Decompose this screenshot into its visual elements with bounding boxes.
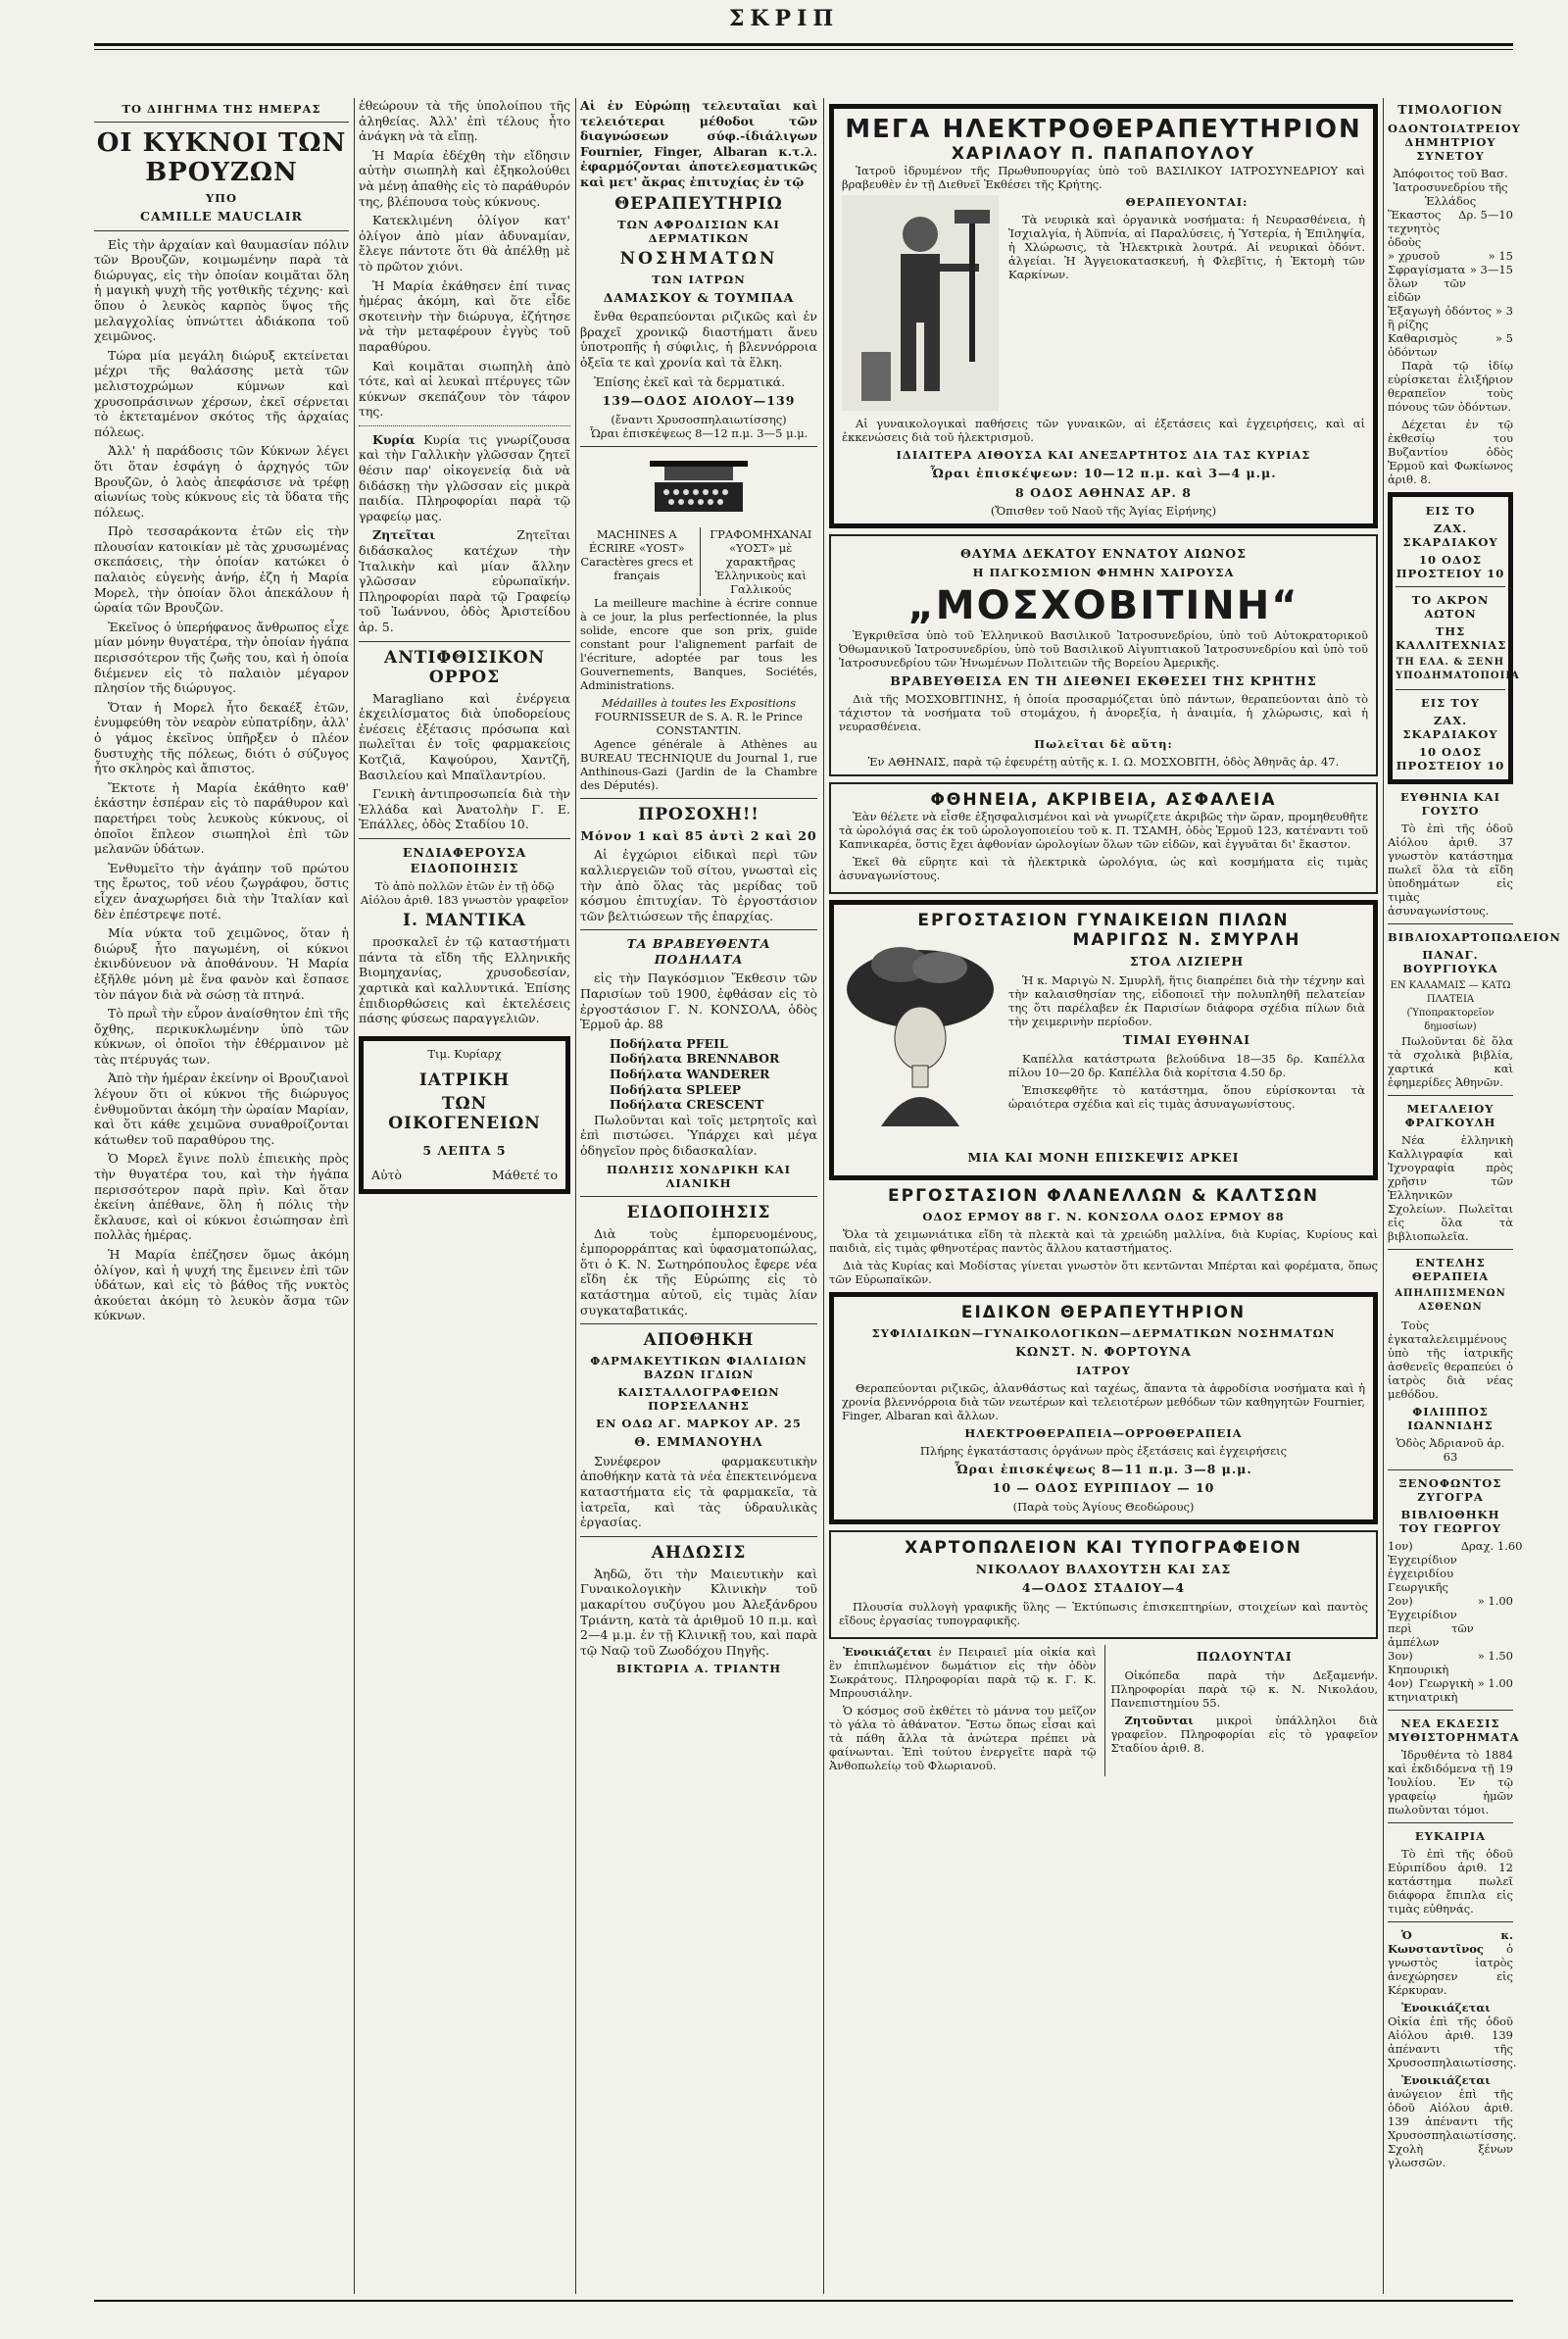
shop-top: ΕΙΣ ΤΟ — [1425, 503, 1476, 518]
shop-name: ΖΑΧ. ΣΚΑΡΔΙΑΚΟΥ — [1402, 521, 1498, 549]
price-value: » 3 — [1494, 303, 1513, 318]
brand-item: Ποδήλατα SPLEEP — [610, 1081, 742, 1097]
ad-title: ΑΗΔΩΣΙΣ — [651, 1542, 747, 1563]
ad-name: ΚΩΝΣΤ. Ν. ΦΟΡΤΟΥΝΑ — [1015, 1343, 1192, 1359]
ad-subtitle: ΚΑΙΣΤΑΛΛΟΓΡΑΦΕΙΩΝ ΠΟΡΣΕΛΑΝΗΣ — [617, 1385, 780, 1414]
notice — [359, 432, 570, 524]
price-row — [1388, 208, 1513, 249]
small-ad-text: Ὁ κόσμος σοῦ ἐκθέτει τὸ μάννα του μεῖζον τὸ γάλα τὸ ἀθάνατον. — [829, 1703, 1097, 1731]
price-intro: Ἀπόφοιτος τοῦ Βασ. Ἰατροσυνεδρίου τῆς Ἑλλάδος — [1393, 166, 1508, 208]
notice-text: Νέα ἑλληνικὴ Καλλιγραφία καὶ Ἰχνογραφία πρὸς χρῆσιν τῶν Ἑλληνικῶν Σχολείων. Πωλεῖται εἰς ὅλα τὰ βιβλιοπωλεῖα. — [1388, 1132, 1513, 1243]
ad-prize: ΒΡΑΒΕΥΘΕΙΣΑ ΕΝ ΤΗ ΔΙΕΘΝΕΙ ΕΚΘΕΣΕΙ ΤΗΣ ΚΡΗΤΗΣ — [890, 672, 1317, 688]
ad-name: Ι. ΜΑΝΤΙΚΑ — [403, 911, 526, 931]
ad-title: ΤΩΝ ΟΙΚΟΓΕΝΕΙΩΝ — [388, 1093, 541, 1133]
ad-box-iatriki — [359, 1036, 570, 1194]
ad-note: (ἔναντι Χρυσοσπηλαιωτίσσης) — [611, 412, 787, 426]
notice-note: (Ὑποπρακτορεῖον δημοσίων) — [1406, 1007, 1494, 1032]
column-divider — [1383, 98, 1384, 2294]
ad-title: ΜΕΓΑ ΗΛΕΚΤΡΟΘΕΡΑΠΕΥΤΗΡΙΟΝ — [845, 115, 1362, 144]
notice-sub: ΑΠΗΛΠΙΣΜΕΝΩΝ ΑΣΘΕΝΩΝ — [1395, 1287, 1506, 1313]
ad-title: ΕΙΔΙΚΟΝ ΘΕΡΑΠΕΥΤΗΡΙΟΝ — [960, 1302, 1247, 1322]
notice-text: Τὸ ἐπὶ τῆς ὁδοῦ Αἰόλου ἀριθ. 37 γνωστὸν κατάστημα πωλεῖ ὅλα τὰ εἴδη ὑποδημάτων εἰς τιμὰς ἀσυναγωνίστους. — [1388, 821, 1513, 918]
ad-footer: ΠΩΛΗΣΙΣ ΧΟΝΔΡΙΚΗ ΚΑΙ ΛΙΑΝΙΚΗ — [606, 1162, 792, 1190]
typewriter-ad-header — [580, 527, 817, 596]
story-paragraph: Ὁ Μορελ ἔγινε πολὺ ἐπιεικὴς πρὸς τὴν θυγατέρα του, καὶ τὴν ἠγάπα περισσότερον παρὰ πρὶν. Καὶ ὅταν ἐκείνη ἀπέθανε, ὅλη ἡ πόλις τὴν ἔκλαυσε, καὶ οἱ κύκνοι ἐσιώπησαν ἐπὶ πολλὰς ἡμέρας. — [94, 1151, 349, 1243]
notice-text: Κυρία τις γνωρίζουσα καὶ τὴν Γαλλικὴν γλῶσσαν ζητεῖ θέσιν παρ' οἰκογενείᾳ διὰ νὰ διδάσκῃ τὴν γλῶσσαν εἰς μικρὰ παιδία. Πληροφορίαι παρὰ τῷ γραφείῳ μας. — [359, 431, 570, 523]
book-price: » 1.00 — [1477, 1675, 1513, 1690]
ad-name: ΟΔΟΣ ΕΡΜΟΥ 88 Γ. Ν. ΚΟΝΣΟΛΑ ΟΔΟΣ ΕΡΜΟΥ 88 — [922, 1209, 1285, 1223]
small-ad-title: Ἐνοικιάζεται — [843, 1644, 932, 1659]
price-item: » χρυσοῦ — [1388, 248, 1441, 263]
ad-intro: Ἰατροῦ ἰδρυμένον τῆς Πρωθυπουργίας ὑπὸ τοῦ ΒΑΣΙΛΙΚΟΥ ΙΑΤΡΟΣΥΝΕΔΡΙΟΥ καὶ βραβευθὲν ἐν τῇ Διεθνεῖ Ἐκθέσει τῆς Κρήτης. — [842, 164, 1365, 191]
notice-name: ΠΑΝΑΓ. ΒΟΥΡΓΙΟΥΚΑ — [1402, 947, 1498, 975]
ad-title: ΕΡΓΟΣΤΑΣΙΟΝ ΓΥΝΑΙΚΕΙΩΝ ΠΙΛΩΝ — [917, 911, 1290, 931]
ad-title: „ΜΟΣΧΟΒΙΤΙΝΗ“ — [907, 582, 1299, 628]
price-item: Ἕκαστος τεχνητὸς ὀδοὺς — [1388, 207, 1442, 249]
ad-prices: Καπέλλα κατάστρωτα βελούδινα 18—35 δρ. Καπέλλα πίλου 10—20 δρ. Καπέλλα διὰ κορίτσια 4.50 δρ. — [1008, 1051, 1365, 1079]
ad-text: Διὰ τῆς ΜΟΣΧΟΒΙΤΙΝΗΣ, ἡ ὁποία προσαρμόζεται ὑπὸ πάντων, θεραπεύονται ἀπὸ τὸ τάχιστον τὰ νοσήματα τοῦ στομάχου, ἡ ἀνορεξία, ἡ ἀναιμία, ἡ χλώρωσις, καὶ ἡ νευρασθένεια. — [839, 692, 1368, 734]
small-ad-text: Ἐπὶ τούτου ἐνεργεῖτε παρὰ τῷ Ἀνθοπωλείῳ τοῦ Φλωριανοῦ. — [829, 1744, 1097, 1772]
ad-text: Ἐὰν θέλετε νὰ εἶσθε ἐξησφαλισμένοι καὶ νὰ γνωρίζετε ἀκριβῶς τὴν ὥραν, προμηθευθῆτε τὰ ὡρολόγιά σας ἐκ τοῦ ὡρολογοποιείου τοῦ κ. Π. ΤΣΑΜΗ, ὁδὸς Ἑρμοῦ 123, κατέναντι τοῦ Καπνικαρέα, ὅστις ἔχει ἀφθονίαν ὡρολογίων ὅλων τῶν εἰδῶν, καὶ ἐγγυᾶται δι' ἕκαστον. — [839, 810, 1368, 852]
small-ads-left — [829, 1645, 1097, 1776]
ad-subtitle: ΣΥΦΙΛΙΔΙΚΩΝ—ΓΥΝΑΙΚΟΛΟΓΙΚΩΝ—ΔΕΡΜΑΤΙΚΩΝ ΝΟΣΗΜΑΤΩΝ — [871, 1325, 1336, 1340]
ad-subtitle: Η ΠΑΓΚΟΣΜΙΟΝ ΦΗΜΗΝ ΧΑΙΡΟΥΣΑ — [972, 565, 1235, 579]
ad-signature: ΒΙΚΤΩΡΙΑ Α. ΤΡΙΑΝΤΗ — [615, 1662, 782, 1676]
small-ads-right — [1104, 1645, 1379, 1776]
ad-foot: Αὐτὸ — [371, 1168, 403, 1183]
price-row — [1388, 249, 1513, 263]
price-address: Δέχεται ἐν τῷ ἐκθεσίῳ του Βυζαντίου ὁδὸς Ἑρμοῦ καὶ Φωκίωνος ἀριθ. 8. — [1388, 417, 1513, 486]
book-item: 1ον) Ἐγχειρίδιον ἐγχειριδίου Γεωργικῆς — [1388, 1538, 1457, 1594]
notice — [359, 527, 570, 634]
column-classifieds — [1388, 98, 1561, 2294]
shop-name: ΖΑΧ. ΣΚΑΡΔΙΑΚΟΥ — [1402, 713, 1498, 741]
ad-text: ἔνθα θεραπεύονται ριζικῶς καὶ ἐν βραχεῖ χρονικῷ διαστήματι ἄνευ ὑποτροπῆς ἡ σύφιλις, ἡ βλεννόρροια ὀξεῖα τε καὶ χρονία καὶ τὰ ἕλκη. — [580, 309, 817, 370]
story-title: ΟΙ ΚΥΚΝΟΙ ΤΩΝ ΒΡΟΥΖΩΝ — [96, 128, 347, 187]
ad-text: Ἀηδῶ, ὅτι τὴν Μαιευτικὴν καὶ Γυναικολογικὴν Κλινικὴν τοῦ μακαρίτου συζύγου μου Ἀλεξάνδρου Τριάντη, κατὰ τὰ ἀριθμοῦ 10 π.μ. καὶ 2—4 μ.μ. ἐν τῇ Κλινικῇ του, καὶ παρὰ τῷ Ναῷ τοῦ Ζωοδόχου Πηγῆς. — [580, 1566, 817, 1658]
small-ad-text: μικροὶ ὑπάλληλοι διὰ γραφεῖον. Πληροφορίαι εἰς τὸ γραφεῖον Σταδίου ἀριθ. 8. — [1110, 1713, 1378, 1755]
divider — [359, 838, 570, 839]
ad-moschovitini — [829, 534, 1378, 776]
small-ad-text: Οἰκόπεδα παρὰ τὴν Δεξαμενήν. Πληροφορίαι παρὰ τῷ κ. Ν. Νικολάου, Πανεπιστημίου 55. — [1110, 1667, 1378, 1710]
ad-intro: Αἱ ἐν Εὐρώπῃ τελευταῖαι καὶ τελειότεραι μέθοδοι τῶν διαγνώσεων σύφ.-ίδιάλιγων Fournier, Finger, Albaran κ.τ.λ. ἐφαρμόζονται ἀποτελεσματικῶς καὶ μετ' ἄκρας ἐπιτυχίας ἐν τῷ — [580, 98, 817, 189]
divider — [1388, 1710, 1513, 1711]
story-paragraph: Τὸ πρωῒ τὴν εὗρον ἀναίσθητον ἐπὶ τῆς ὄχθης, περικυκλωμένην ὑπὸ τῶν κύκνων, οἱ ὁποῖοι τὴν ἐθέρμαινον μὲ τὰς πτέρυγάς των. — [94, 1006, 349, 1067]
notice-title: Ἐνοικιάζεται — [1401, 2072, 1491, 2087]
rubric: ΤΟ ΔΙΗΓΗΜΑ ΤΗΣ ΗΜΕΡΑΣ — [122, 102, 321, 116]
ad-text: Διὰ τοὺς ἐμπορευομένους, ἐμπορορράπτας καὶ ὑφασματοπώλας, ὅτι ὁ Κ. Ν. Σωτηρόπουλος ἔφερε νέα εἴδη ἐκ τῆς Εὐρώπης εἰς τὸ κατάστημα αὐτοῦ, εἰς τιμὰς λίαν συγκαταβατικάς. — [580, 1225, 817, 1318]
bottom-rule — [94, 2300, 1513, 2302]
ad-text: Maragliano καὶ ἐνέργεια ἐκχειλίσματος διὰ ὑποδορείους ἐνέσεις ἐξέτασις πρόσωπα καὶ πωλεῖται ἐν τοῖς φαρμακείοις Κοτζιᾶ, Καψούρου, Χαντζῆ, Βασιλείου καὶ Μπαϊλαντρίου. — [359, 690, 570, 782]
notice-text: Τὸ ἐπὶ τῆς ὁδοῦ Εὐριπίδου ἀριθ. 12 κατάστημα πωλεῖ διάφορα ἔπιπλα εἰς τιμὰς εὐθηνάς. — [1388, 1846, 1513, 1916]
ad-title: ΕΙΔΟΠΟΙΗΣΙΣ — [626, 1202, 771, 1222]
divider — [1388, 1822, 1513, 1823]
story-paragraph: Εἰς τὴν ἀρχαίαν καὶ θαυμασίαν πόλιν τῶν Βρουζῶν, κοιμωμένην παρὰ τὰ διώρυγας, εἰς τὴν ὁποίαν κοιμᾶται ὅλη ἡ μαγικὴ ψυχὴ τῆς γοτθικῆς τέχνης· καὶ ὅπου ὁ λευκὸς καρπὸς ὕψος τῆς μελαγχολίας ὑπνώττει ἀδιάκοπα τοῦ χειμῶνος. — [94, 236, 349, 344]
ad-address: ΕΝ ΟΔΩ ΑΓ. ΜΑΡΚΟΥ ΑΡ. 25 — [596, 1417, 802, 1431]
notice-title: ΕΥΚΑΙΡΙΑ — [1414, 1828, 1487, 1843]
brand-item: Ποδήλατα PFEIL — [610, 1035, 728, 1051]
notice-text: Πωλοῦνται δὲ ὅλα τὰ σχολικὰ βιβλία, χαρτικά καὶ ἐφημερίδες Ἀθηνῶν. — [1388, 1033, 1513, 1089]
ad-top: ΘΑΥΜΑ ΔΕΚΑΤΟΥ ΕΝΝΑΤΟΥ ΑΙΩΝΟΣ — [959, 546, 1248, 562]
therapy-title: ΘΕΡΑΠΕΥΟΝΤΑΙ: — [1125, 195, 1249, 209]
divider — [580, 929, 817, 930]
divider — [94, 230, 349, 231]
notice-title: Ὁ κ. Κωνσταντῖνος — [1388, 1927, 1513, 1956]
ad-hats — [829, 900, 1378, 1180]
ad-address: 4—ΟΔΟΣ ΣΤΑΔΙΟΥ—4 — [1021, 1580, 1186, 1596]
ad-hats-text — [1008, 930, 1365, 1146]
notice-title: Κυρία — [372, 431, 416, 447]
notice-title: ΕΥΘΗΝΙΑ ΚΑΙ ΓΟΥΣΤΟ — [1400, 789, 1500, 818]
ad-text: Πλουσία συλλογὴ γραφικῆς ὕλης — Ἐκτύπωσις ἐπισκεπτηρίων, στοιχείων καὶ παντὸς εἴδους ἐργασίας τυπογραφικῆς. — [839, 1599, 1368, 1627]
ad-note: (Ὄπισθεν τοῦ Ναοῦ τῆς Ἁγίας Εἰρήνης) — [990, 504, 1217, 519]
ad-text: Ἐπίσης ἐκεῖ καὶ τὰ δερματικά. — [594, 373, 786, 389]
story-paragraph: Ἐνθυμεῖτο τὴν ἀγάπην τοῦ πρώτου της ἔρωτος, τοῦ νέου ζωγράφου, ὅστις εἶχεν ἀναχωρήσει διὰ τὴν Ἰταλίαν καὶ δὲν ἐπέστρεψε ποτέ. — [94, 860, 349, 921]
story-paragraph: Τώρα μία μεγάλη διώρυξ εκτείνεται μέχρι τῆς θαλάσσης μετὰ τῶν μελιστοχρώμων κύμνων καὶ χρυσοπράσινων χέρσων, ἐκεῖ σέρνεται τὸ ἐκτεταμένον σκότος τῆς ἀρχαίας πόλεως. — [94, 347, 349, 439]
story-continued: Κατεκλιμένη ὀλίγον κατ' ὀλίγον ἀπὸ μίαν ἀδυναμίαν, ἔλεγε πάντοτε ὅτι θὰ ἀπέλθῃ μὲ τὸ πρῶτον χιόνι. — [359, 213, 570, 274]
ad-prices-title: ΤΙΜΑΙ ΕΥΘΗΝΑΙ — [1122, 1031, 1250, 1047]
ad-hours: Ὧραι ἐπισκέψεων: 10—12 π.μ. καὶ 3—4 μ.μ. — [930, 466, 1277, 480]
ad-name: ΝΙΚΟΛΑΟΥ ΒΛΑΧΟΥΤΣΗ ΚΑΙ ΣΑΣ — [975, 1561, 1232, 1576]
book-row — [1388, 1676, 1513, 1704]
ad-title: ΕΝΔΙΑΦΕΡΟΥΣΑ ΕΙΔΟΠΟΙΗΣΙΣ — [402, 844, 527, 875]
small-ad-text: Ἔστω ὅπως εἶσαι καὶ τὰ πάθη ἄλλα τὰ ἀνώτερα πρέπει νὰ φαίνωνται. — [829, 1717, 1097, 1759]
book-item: 2ον) Ἐγχειρίδιον περὶ τῶν ἀμπέλων — [1388, 1593, 1474, 1649]
ad-text: La meilleure machine à écrire connue à ce jour, la plus perfectionnée, la plus solide, encore que son prix, guide constant pour l'alignement parfait de l'écriture, adoptée par tous les Gouvernements, Banques, Sociétés, Administrations. — [580, 595, 817, 692]
story-paragraph: Ἀπὸ τὴν ἡμέραν ἐκείνην οἱ Βρουζιανοὶ λέγουν ὅτι οἱ κύκνοι τῆς διώρυγος ἐνθυμοῦνται ἀκόμη τὴν ὡραίαν Μαρίαν, καὶ ὅτι κάθε χειμῶνα συναθροίζονται κάτωθεν τοῦ παραθύρου της. — [94, 1070, 349, 1147]
ad-title: ΦΘΗΝΕΙΑ, ΑΚΡΙΒΕΙΑ, ΑΣΦΑΛΕΙΑ — [930, 790, 1277, 811]
divider — [94, 122, 349, 123]
ad-title: ΙΑΤΡΙΚΗ — [418, 1070, 511, 1090]
book-row — [1388, 1538, 1523, 1594]
small-ads-row — [829, 1645, 1378, 1776]
ad-address: 10 — ΟΔΟΣ ΕΥΡΙΠΙΔΟΥ — 10 — [992, 1480, 1215, 1496]
small-ad — [829, 1645, 1097, 1700]
ad-note: Ἐπισκεφθῆτε τὸ κατάστημα, ὅπου εὑρίσκονται τὰ ὡραιότερα σχέδια καὶ εἰς τιμὰς ἀσυναγωνίστους. — [1008, 1082, 1365, 1111]
ad-foot-title: ΙΔΙΑΙΤΕΡΑ ΑΙΘΟΥΣΑ ΚΑΙ ΑΝΕΞΑΡΤΗΤΟΣ ΔΙΑ ΤΑΣ ΚΥΡΙΑΣ — [896, 448, 1311, 462]
ad-left: MACHINES A ÉCRIRE «YOST» Caractères grecs et français — [580, 526, 694, 582]
therapy-text: Τὰ νευρικὰ καὶ ὀργανικὰ νοσήματα: ἡ Νευρασθένεια, ἡ Ἰσχιαλγία, ἡ Ἀϋπνία, αἱ Παραλύσεις, ἡ Ὑστερία, ἡ Ἐπιληψία, ἡ Χλώρωσις, τὰ Ἡλεκτρικὰ λουτρά. Αἱ νευρικαὶ ὀδόντ. ἀλγείαι. Ἡ Ἀγγειοκατασκευή, ἡ Φλεβῖτις, ἡ Ἐκτομὴ τῶν Καρκίνων. — [1008, 213, 1365, 281]
story-paragraph: Ἀλλ' ἡ παράδοσις τῶν Κύκνων λέγει ὅτι ὅταν ἐσφάγη ὁ ἀρχηγός τῶν Βρουζῶν, ὁ λαὸς ἀπεφάσισε νὰ τρέφῃ αἰωνίως τοὺς κύκνους εἰς τὰ ὕδατα τῆς πόλεως. — [94, 443, 349, 520]
ad-of: ΤΩΝ ΙΑΤΡΩΝ — [652, 272, 746, 286]
ad-foot: Μάθετέ το — [491, 1168, 558, 1183]
notice-title: Ζητεῖται — [372, 527, 436, 543]
ad-text: Ἐγκριθεῖσα ὑπὸ τοῦ Ἑλληνικοῦ Βασιλικοῦ Ἰατροσυνεδρίου, ὑπὸ τοῦ Αὐτοκρατορικοῦ Ὀθωμανικοῦ Ἰατροσυνεδρίου, ὑπὸ τοῦ Βασιλικοῦ Αἰγυπτιακοῦ Ἰατροσυνεδρίου καὶ ὑπὸ τοῦ Ἰατροσυνεδρίου τῶν Ἡνωμένων Πολιτειῶν τῆς Βορείου Ἀμερικῆς. — [839, 627, 1368, 670]
ad-subtitle: Τὸ ἀπὸ πολλῶν ἐτῶν ἐν τῇ ὁδῷ Αἰόλου ἀριθ. 183 γνωστὸν γραφεῖον — [360, 879, 569, 908]
small-ad — [829, 1704, 1097, 1772]
ad-name: Θ. ΕΜΜΑΝΟΥΗΛ — [634, 1434, 763, 1450]
price-foot: Παρὰ τῷ ἰδίῳ εὑρίσκεται ἐλιξήριον θεραπεῖον τοὺς πόνους τῶν ὀδόντων. — [1388, 358, 1513, 414]
price-item: Καθαρισμὸς ὀδόντων — [1388, 330, 1458, 359]
notice-text: Οἰκία ἐπὶ τῆς ὁδοῦ Αἰόλου ἀριθ. 139 ἀπέναντι τῆς Χρυσοσπηλαιωτίσσης. — [1388, 2014, 1517, 2069]
price-row — [1388, 263, 1513, 304]
notice — [1388, 1928, 1513, 1997]
ad-footer — [371, 1168, 558, 1183]
shop-sub: ΤΗΣ ΚΑΛΛΙΤΕΧΝΙΑΣ — [1396, 623, 1507, 652]
notice-text: ἀνώγειον ἐπὶ τῆς ὁδοῦ Αἰόλου ἀριθ. 139 ἀπέναντι τῆς Χρυσοσπηλαιωτίσσης. Σχολὴ ξένων γλωσσῶν. — [1388, 2086, 1517, 2169]
ad-text: Αἱ γυναικολογικαὶ παθήσεις τῶν γυναικῶν, αἱ ἐξετάσεις καὶ ἐγχειρήσεις, καὶ αἱ ἐκκενώσεις διὰ τοῦ ἡλεκτρισμοῦ. — [842, 417, 1365, 444]
ad-watches — [829, 782, 1378, 894]
notice-name: ΦΙΛΙΠΠΟΣ ΙΩΑΝΝΙΔΗΣ — [1407, 1404, 1494, 1432]
story-paragraph: Ὅταν ἡ Μορελ ἦτο δεκαέξ ἐτῶν, ἐνυμφεύθη τὸν νεαρὸν εὐπατρίδην, ἀλλ' ὁ γάμος ἐκεῖνος ὑπῆρξεν ὁ πλέον δυστυχὴς τῆς πόλεως, διότι ὁ σύζυγος ἦτο σκληρὸς καὶ ἄπιστος. — [94, 699, 349, 776]
column-two — [359, 98, 570, 2294]
column-divider — [575, 98, 576, 2294]
ad-agency: Agence générale à Athènes au BUREAU TECHNIQUE du Journal 1, rue Anthinous-Gazi (Jardin de la Chambre des Députés). — [580, 736, 817, 792]
ad-line2: Πλήρης ἐγκατάστασις ὀργάνων πρὸς ἐξετάσεις καὶ ἐγχειρήσεις — [919, 1443, 1288, 1458]
divider — [1388, 1921, 1513, 1922]
story-paragraph: Μία νύκτα τοῦ χειμῶνος, ὅταν ἡ διώρυξ ἦτο παγωμένη, οἱ κύκνοι ἐκινδύνευον νὰ ἀποθάνουν. Ἡ Μαρία ἐξῆλθε μόνη μὲ ἕνα φανὸν καὶ ἔσπασε τὸν πάγον διὰ νὰ σώσῃ τὰ πτηνά. — [94, 925, 349, 1002]
ad-text: Πωλοῦνται καὶ τοῖς μετρητοῖς καὶ ἐπὶ πιστώσει. Ὑπάρχει καὶ μέγα ὁδηγεῖον πρὸς διδασκαλίαν. — [580, 1112, 817, 1158]
ad-address: 139—ΟΔΟΣ ΑΙΟΛΟΥ—139 — [602, 393, 796, 409]
column-three — [580, 98, 817, 2294]
ad-text: Διὰ τὰς Κυρίας καὶ Μοδίστας γίνεται γνωστὸν ὅτι κεντῶνται Μπέρται καὶ φορέματα, ὅπως τῶν Εὐρωπαϊκῶν. — [829, 1258, 1378, 1286]
small-ad-title: Ζητοῦνται — [1124, 1713, 1194, 1727]
divider — [580, 1536, 817, 1537]
ad-subtitle: ΦΑΡΜΑΚΕΥΤΙΚΩΝ ΦΙΑΛΙΔΙΩΝ ΒΑΖΩΝ ΙΓΔΙΩΝ — [590, 1354, 808, 1382]
ad-text: Ἡ κ. Μαριγὼ Ν. Σμυρλῆ, ἥτις διαπρέπει διὰ τὴν τέχνην καὶ τὴν καλαισθησίαν της, εἰδοποιεῖ τὴν πολυπληθῆ πελατείαν της ὅτι παρέλαβεν ἐκ Παρισίων διάφορα σχέδια πίλων διὰ τὴν χειμερινὴν περίοδον. — [1008, 972, 1365, 1028]
top-rule — [94, 43, 1513, 46]
book-price: Δραχ. 1.60 — [1460, 1538, 1523, 1553]
divider — [580, 1196, 817, 1197]
ad-text: Θεραπεύονται ριζικῶς, ἀλανθάστως καὶ ταχέως, ἅπαντα τὰ ἀφροδίσια νοσήματα καὶ ἡ χρονία βλεννόρροια διὰ τῶν νεωτέρων καὶ τελειοτέρων μεθόδων τῶν καθηγητῶν Fournier, Finger, Albaran καὶ ἄλλων. — [842, 1380, 1365, 1422]
ad-big: ΝΟΣΗΜΑΤΩΝ — [619, 248, 778, 269]
ad-name: ΜΑΡΙΓΩΣ Ν. ΣΜΥΡΛΗ — [1072, 930, 1301, 951]
divider — [580, 798, 817, 799]
notice-title: ΕΝΤΕΛΗΣ ΘΕΡΑΠΕΙΑ — [1411, 1255, 1490, 1283]
doctor-illustration-icon — [842, 195, 999, 411]
notice-text: Ζητεῖται διδάσκαλος κατέχων τὴν Ἰταλικὴν καὶ μίαν ἄλλην γλῶσσαν εὐρωπαϊκήν. Πληροφορίαι παρὰ τῷ Γραφείῳ τοῦ Ἰωάννου, ὁδὸς Ἀριστείδου ἀρ. 5. — [359, 527, 570, 634]
brand-item: Ποδήλατα BRENNABOR — [610, 1051, 780, 1067]
brand-list — [580, 1036, 817, 1113]
book-item: 4ον) Γεωργικὴ κτηνιατρικὴ — [1388, 1675, 1474, 1704]
notice-title: ΜΕΓΑΛΕΙΟΥ ΦΡΑΓΚΟΥΛΗ — [1404, 1101, 1496, 1129]
ad-role: ΙΑΤΡΟΥ — [1076, 1363, 1131, 1377]
ad-foot: ΜΙΑ ΚΑΙ ΜΟΝΗ ΕΠΙΣΚΕΨΙΣ ΑΡΚΕΙ — [967, 1150, 1240, 1166]
column-ads — [829, 98, 1378, 2294]
notice — [1388, 2072, 1517, 2169]
story-paragraph: Πρὸ τεσσαράκοντα ἐτῶν εἰς τὴν πλουσίαν κατοικίαν μὲ τὰς χρυσωμένας σκεπάσεις, τὴν ὁποίαν κατώκει ὁ παλαιὸς εὐγενὴς ἀνήρ, ἐζη ἡ Μαρία Μορελ, τὴν ὁποίαν ὅλοι ἀπεκάλουν ἡ ὡραία τῶν Βρουζῶν. — [94, 523, 349, 616]
ad-lead: Μόνον 1 καὶ 85 ἀντὶ 2 καὶ 20 — [580, 827, 817, 843]
ad-title: ΑΝΤΙΦΘΙΣΙΚΟΝ ΟΡΡΟΣ — [384, 647, 545, 687]
small-ad — [1111, 1714, 1379, 1755]
notice-text: ὁ γνωστὸς ἰατρὸς ἀνεχώρησεν εἰς Κέρκυραν. — [1388, 1941, 1513, 1997]
ad-hours: Ὧραι ἐπισκέψεως 8—11 π.μ. 3—8 μ.μ. — [955, 1461, 1252, 1476]
ad-small: Τιμ. Κυρίαρχ — [427, 1046, 502, 1061]
notice-text: Ἱδρυθέντα τὸ 1884 καὶ ἐκδιδόμενα τῇ 19 Ἰουλίου. Ἐν τῷ γραφείῳ ἡμῶν πωλοῦνται τόμοι. — [1388, 1747, 1513, 1816]
ad-text: Γενικὴ ἀντιπροσωπεία διὰ τὴν Ἑλλάδα καὶ Ἀνατολὴν Γ. Ε. Ἐπάλλες, ὁδὸς Σταδίου 10. — [359, 786, 570, 832]
ad-title: ΕΡΓΟΣΤΑΣΙΟΝ ΦΛΑΝΕΛΛΩΝ & ΚΑΛΤΣΩΝ — [888, 1185, 1319, 1206]
ad-text: Συνέφερον φαρμακευτικὴν ἀποθήκην κατὰ τὰ νέα ἐπεκτεινόμενα καταστήματα εἰς τὰ φαρμακεῖα, τὰ ἰατρεῖα, καὶ τὰς ὑδραυλικὰς ἐργασίας. — [580, 1453, 817, 1530]
book-price: » 1.00 — [1477, 1593, 1513, 1608]
notice-address: Ὁδὸς Ἀδριανοῦ ἀρ. 63 — [1396, 1435, 1505, 1464]
byline-prefix: ΥΠΟ — [205, 191, 238, 205]
ad-sale: Πωλεῖται δὲ αὕτη: — [1034, 737, 1173, 752]
book-price: » 1.50 — [1477, 1648, 1513, 1663]
ad-line: ΗΛΕΚΤΡΟΘΕΡΑΠΕΙΑ—ΟΡΡΟΘΕΡΑΠΕΙΑ — [964, 1425, 1243, 1440]
divider — [1388, 1095, 1513, 1096]
ad-supplier: FOURNISSEUR de S. A. R. le Prince CONSTANTIN. — [594, 709, 804, 737]
shop-foot: ΤΗ ΕΛΑ. & ΞΕΝΗ ΥΠΟΔΗΜΑΤΟΠΟΙΙΑ — [1396, 656, 1520, 681]
shop-top: ΕΙΣ ΤΟΥ — [1420, 695, 1481, 710]
price-subtitle: ΟΔΟΝΤΟΙΑΤΡΕΙΟΥ ΔΗΜΗΤΡΙΟΥ ΣΥΝΕΤΟΥ — [1388, 121, 1521, 163]
price-value: Δρ. 5—10 — [1458, 207, 1513, 222]
ad-text: εἰς τὴν Παγκόσμιον Ἔκθεσιν τῶν Παρισίων τοῦ 1900, ἐφθάσαν εἰς τὸ ἐργοστάσιον Γ. Ν. ΚΟΝΣΟΛΑ, ὁδὸς Ἑρμοῦ ἀρ. 88 — [580, 970, 817, 1032]
divider — [1396, 586, 1505, 587]
story-continued: Ἡ Μαρία ἐκάθησεν ἐπί τινας ἡμέρας ἀκόμη, καὶ ὅτε εἶδε σκοτεινὴν τὴν διώρυγα, ἐζήτησε νὰ τὴν μεταφέρουν ἐγγὺς τοῦ παραθύρου. — [359, 277, 570, 354]
shop-top: ΤΟ ΑΚΡΟΝ ΑΩΤΟΝ — [1411, 592, 1490, 621]
top-rule-thin — [94, 49, 1513, 50]
price-item: Σφραγίσματα ὅλων τῶν εἰδῶν — [1388, 262, 1466, 304]
ad-right: ΓΡΑΦΟΜΗΧΑΝΑΙ «ΥΟΣΤ» μὲ χαρακτῆρας Ἑλληνικοὺς καὶ Γαλλικούς — [700, 527, 818, 596]
ad-medal: Médailles à toutes les Expositions — [602, 695, 796, 710]
price-item: Ἐξαγωγὴ ὀδόντος ἢ ρίζης — [1388, 303, 1492, 331]
divider — [359, 425, 570, 426]
brand-item: Ποδήλατα WANDERER — [610, 1067, 770, 1082]
ad-price: 5 ΛΕΠΤΑ 5 — [422, 1142, 507, 1158]
price-value: » 15 — [1488, 248, 1513, 263]
price-value: » 5 — [1494, 330, 1513, 345]
book-row — [1388, 1649, 1513, 1676]
ad-shoes — [1388, 492, 1520, 784]
ad-text: Αἱ ἐγχώριοι εἰδικαὶ περὶ τῶν καλλιεργειῶν τοῦ σίτου, γνωσταὶ εἰς τὴν ἀπὸ ὅλας τὰς μερίδας τοῦ κόσμου ἐπιτυχίαν. Τὸ ἐργοστάσιον τῶν βελτιώσεων τῆς ἐπαρχίας. — [580, 847, 817, 923]
ad-name: ΧΑΡΙΛΑΟΥ Π. ΠΑΠΑΠΟΥΛΟΥ — [951, 144, 1256, 164]
ad-title: ΠΡΟΣΟΧΗ!! — [638, 804, 760, 824]
ad-title: ΤΑ ΒΡΑΒΕΥΘΕΝΤΑ ΠΟΔΗΛΑΤΑ — [626, 936, 771, 967]
price-value: » 3—15 — [1469, 262, 1513, 276]
ad-place: ΣΤΟΑ ΛΙΖΙΕΡΗ — [1129, 954, 1245, 970]
ad-title: ΑΠΟΘΗΚΗ — [643, 1330, 755, 1351]
story-continued: ἐθεώρουν τὰ τῆς ὑπολοίπου τῆς ἀληθείας. Ἀλλ' ἐπὶ τέλους ἦτο ἀνάγκη νὰ τὰ εἴπῃ. — [359, 98, 570, 144]
divider — [580, 1323, 817, 1324]
notice-title: ΞΕΝΟΦΩΝΤΟΣ ΖΥΓΟΓΡΑ — [1398, 1475, 1502, 1504]
notice-title: Ἐνοικιάζεται — [1401, 2000, 1491, 2015]
ad-hats-body — [842, 930, 1365, 1146]
ad-printing — [829, 1530, 1378, 1639]
masthead: ΣΚΡΙΠ — [728, 6, 840, 31]
story-paragraph: Ἐκεῖνος ὁ ὑπερήφανος ἄνθρωπος εἶχε μίαν μόνην θυγατέρα, τὴν ὁποίαν ἠγάπα περισσότερον τῆς ζωῆς του, καὶ ἡ ὁποία διέμενεν εἰς τὸ παλαιὸν μέγαρον πλησίον τῆς διώρυγος. — [94, 619, 349, 696]
price-row — [1388, 304, 1513, 331]
ad-text: Ἐκεῖ θὰ εὕρητε καὶ τὰ ἡλεκτρικὰ ὡρολόγια, ὡς καὶ κοσμήματα εἰς τιμὰς ἀσυναγωνίστους. — [839, 855, 1368, 883]
small-ad-title: ΠΩΛΟΥΝΤΑΙ — [1196, 1648, 1293, 1664]
ad-title: ΘΕΡΑΠΕΥΤΗΡΙΩ — [614, 193, 783, 214]
notice-title: ΒΙΒΛΙΟΘΗΚΗ ΤΟΥ ΓΕΩΡΓΟΥ — [1399, 1507, 1501, 1535]
ad-names: ΔΑΜΑΣΚΟΥ & ΤΟΥΜΠΑΑ — [603, 289, 795, 305]
column-story — [94, 98, 349, 2294]
ad-electrotherapy — [829, 104, 1378, 528]
ad-text: Ὅλα τὰ χειμωνιάτικα εἴδη τὰ πλεκτὰ καὶ τὰ χρειώδη μαλλίνα, διὰ Κυρίας, Κυρίους καὶ παιδιὰ, εἰς τιμὰς φθηνοτέρας παντὸς ἄλλου καταστήματος. — [829, 1226, 1378, 1255]
brand-item: Ποδήλατα CRESCENT — [610, 1097, 764, 1113]
ad-subtitle: ΤΩΝ ΑΦΡΟΔΙΣΙΩΝ ΚΑΙ ΔΕΡΜΑΤΙΚΩΝ — [617, 217, 780, 245]
lady-hat-illustration-icon — [842, 930, 999, 1146]
ad-title: ΧΑΡΤΟΠΩΛΕΙΟΝ ΚΑΙ ΤΥΠΟΓΡΑΦΕΙΟΝ — [905, 1537, 1302, 1558]
shop-address: 10 ΟΔΟΣ ΠΡΟΣΤΕΙΟΥ 10 — [1396, 744, 1505, 772]
story-paragraph: Ἡ Μαρία ἐπέζησεν ὅμως ἀκόμη ὀλίγον, καὶ ἡ ψυχή της ἔμεινεν ἐπὶ τῶν ὑδάτων, καὶ εἰς τὸ βάθος τῆς νυκτὸς ἀκούεται ἀκόμη τὸ λευκὸν ἄσμα τῶν κύκνων. — [94, 1247, 349, 1323]
divider — [1388, 1249, 1513, 1250]
price-title: ΤΙΜΟΛΟΓΙΟΝ — [1397, 102, 1503, 117]
notice-text: Τοὺς ἐγκαταλελειμμένους ὑπὸ τῆς ἰατρικῆς ἀσθενεῖς θεραπεύει ὁ ἰατρὸς διὰ νέας μεθόδου. — [1388, 1318, 1513, 1401]
story-continued: Ἡ Μαρία ἐδέχθη τὴν εἴδησιν αὐτὴν σιωπηλὴ καὶ ἐξηκολούθει νὰ μένῃ ἀπαθὴς εἰς τὸ παράθυρόν της, βλέπουσα τοὺς κύκνους. — [359, 147, 570, 209]
story-continued: Καὶ κοιμᾶται σιωπηλὴ ἀπὸ τότε, καὶ αἱ λευκαὶ πτέρυγες τῶν κύκνων σκεπάζουν τὸν τάφον της. — [359, 358, 570, 420]
notice — [1388, 2000, 1517, 2069]
column-divider — [354, 98, 355, 2294]
column-divider — [823, 98, 824, 2294]
ad-clinic — [829, 1292, 1378, 1524]
ad-text: προσκαλεῖ ἐν τῷ καταστήματι πάντα τὰ εἴδη τῆς Ελληνικῆς Βιομηχανίας, χρυσοδεσίαν, χαρτικὰ καὶ καλλυντικά. Ἐπίσης ἐπιδιορθώσεις καὶ ἐκτελέσεις πάσης φύσεως παραγγελιῶν. — [359, 934, 570, 1026]
ad-note: (Παρὰ τοὺς Ἁγίους Θεοδώρους) — [1012, 1499, 1195, 1514]
ad-sale-address: Ἐν ΑΘΗΝΑΙΣ, παρὰ τῷ ἐφευρέτῃ αὐτῆς κ. Ι. Ω. ΜΟΣΧΟΒΙΤΗ, ὁδὸς Ἀθηνᾶς ἀρ. 47. — [867, 755, 1340, 770]
divider — [1388, 923, 1513, 924]
author: CAMILLE MAUCLAIR — [140, 209, 303, 224]
divider — [580, 446, 817, 447]
story-paragraph: Ἔκτοτε ἡ Μαρία ἐκάθητο καθ' ἑκάστην ἑσπέραν εἰς τὸ παράθυρον καὶ παρετήρει τοὺς λευκοὺς κύκνους, οἱ ὁποῖοι ἔπλεον σιωπηλοὶ ἐπὶ τῶν μελανῶν ὑδάτων. — [94, 779, 349, 857]
ad-hours: Ὧραι ἐπισκέψεως 8—12 π.μ. 3—5 μ.μ. — [589, 425, 808, 440]
divider — [359, 641, 570, 642]
price-row — [1388, 331, 1513, 359]
notice-title: ΝΕΑ ΕΚΔΕΣΙΣ ΜΥΘΙΣΤΟΡΗΜΑΤΑ — [1388, 1716, 1520, 1744]
book-row — [1388, 1594, 1513, 1649]
ad-address: 8 ΟΔΟΣ ΑΘΗΝΑΣ ΑΡ. 8 — [1015, 484, 1192, 500]
shop-address: 10 ΟΔΟΣ ΠΡΟΣΤΕΙΟΥ 10 — [1396, 552, 1505, 580]
book-item: 3ον) Κηπουρικὴ — [1388, 1648, 1449, 1676]
notice-title: ΒΙΒΛΙΟΧΑΡΤΟΠΩΛΕΙΟΝ — [1388, 929, 1561, 944]
small-ad-text: ἐν Πειραιεῖ μία οἰκία καὶ ἓν ἐπιπλωμένον δωμάτιον εἰς τὴν ὁδὸν Σωκράτους. Πληροφορίαι παρὰ τῷ κ. Γ. Κ. Μπρουσιάλην. — [829, 1644, 1097, 1700]
divider — [1388, 1469, 1513, 1470]
divider — [1396, 689, 1505, 690]
notice-address: ΕΝ ΚΑΛΑΜΑΙΣ — ΚΑΤΩ ΠΛΑΤΕΙΑ — [1390, 979, 1511, 1005]
typewriter-icon — [645, 453, 753, 522]
